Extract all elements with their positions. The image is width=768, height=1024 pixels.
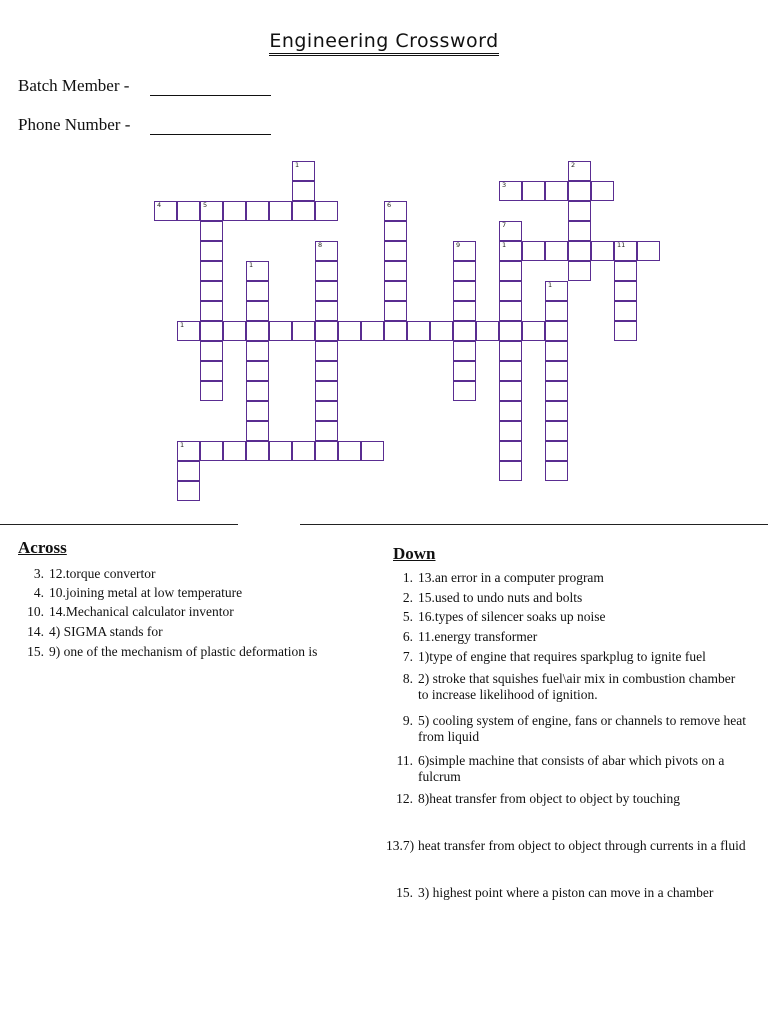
divider-right — [300, 524, 768, 525]
clue-text: 10.joining metal at low temperature — [49, 585, 243, 600]
clue-text: 4) SIGMA stands for — [49, 624, 163, 639]
clue-number: 4. — [33, 585, 44, 600]
clue-item — [386, 753, 748, 785]
crossword-cell[interactable] — [499, 361, 522, 381]
crossword-cell[interactable] — [200, 221, 223, 241]
crossword-cell[interactable] — [453, 321, 476, 341]
clue-text: 3) highest point where a piston can move in a chamber — [418, 885, 714, 900]
crossword-cell[interactable] — [315, 361, 338, 381]
clue-text: 6)simple machine that consists of abar which pivots on a fulcrum — [418, 753, 725, 784]
clue-item — [386, 609, 748, 625]
crossword-cell[interactable] — [315, 421, 338, 441]
clue-item — [386, 885, 748, 901]
crossword-cell[interactable] — [568, 181, 591, 201]
crossword-cell[interactable] — [499, 181, 522, 201]
crossword-cell[interactable] — [499, 261, 522, 281]
crossword-cell[interactable] — [315, 321, 338, 341]
crossword-cell[interactable] — [614, 321, 637, 341]
crossword-cell[interactable] — [315, 381, 338, 401]
divider-left — [0, 524, 238, 525]
clue-item — [386, 713, 748, 745]
crossword-cell[interactable] — [177, 441, 200, 461]
cell-number: 1 — [180, 441, 185, 449]
crossword-cell[interactable] — [476, 321, 499, 341]
crossword-cell[interactable] — [269, 201, 292, 221]
crossword-cell[interactable] — [292, 181, 315, 201]
crossword-cell[interactable] — [568, 201, 591, 221]
clue-number: 7. — [402, 649, 413, 664]
crossword-cell[interactable] — [223, 201, 246, 221]
crossword-cell[interactable] — [361, 321, 384, 341]
clue-number: 15. — [27, 644, 44, 659]
crossword-cell[interactable] — [315, 261, 338, 281]
crossword-cell[interactable] — [292, 161, 315, 181]
cell-number: 11 — [617, 241, 626, 249]
phone-number-line[interactable] — [150, 134, 271, 135]
crossword-cell[interactable] — [338, 321, 361, 341]
clue-number: 9. — [402, 713, 413, 728]
crossword-cell[interactable] — [315, 301, 338, 321]
crossword-cell[interactable] — [499, 221, 522, 241]
cell-number: 3 — [502, 181, 507, 189]
clue-item — [386, 649, 748, 665]
crossword-cell[interactable] — [499, 421, 522, 441]
crossword-cell[interactable] — [499, 341, 522, 361]
crossword-cell[interactable] — [568, 161, 591, 181]
clue-item — [386, 791, 748, 807]
crossword-cell[interactable] — [246, 301, 269, 321]
clue-text: 16.types of silencer soaks up noise — [418, 609, 606, 624]
crossword-cell[interactable] — [200, 361, 223, 381]
cell-number: 9 — [456, 241, 461, 249]
crossword-cell[interactable] — [522, 241, 545, 261]
crossword-cell[interactable] — [292, 201, 315, 221]
down-heading: Down — [393, 544, 436, 563]
crossword-cell[interactable] — [246, 421, 269, 441]
clue-number: 8. — [402, 671, 413, 686]
cell-number: 7 — [502, 221, 507, 229]
crossword-cell[interactable] — [315, 401, 338, 421]
clue-item — [14, 566, 369, 582]
crossword-cell[interactable] — [545, 421, 568, 441]
crossword-cell[interactable] — [453, 301, 476, 321]
crossword-cell[interactable] — [200, 241, 223, 261]
clue-number: 5. — [402, 609, 413, 624]
crossword-cell[interactable] — [223, 321, 246, 341]
crossword-cell[interactable] — [591, 241, 614, 261]
crossword-cell[interactable] — [430, 321, 453, 341]
crossword-cell[interactable] — [269, 441, 292, 461]
crossword-cell[interactable] — [384, 201, 407, 221]
clue-item — [386, 570, 748, 586]
crossword-cell[interactable] — [568, 221, 591, 241]
clue-item — [14, 585, 369, 601]
clue-item — [386, 590, 748, 606]
crossword-cell[interactable] — [545, 441, 568, 461]
clue-item — [386, 629, 748, 645]
crossword-cell[interactable] — [177, 461, 200, 481]
crossword-cell[interactable] — [545, 381, 568, 401]
page-title — [0, 30, 768, 52]
crossword-cell[interactable] — [315, 281, 338, 301]
page-title-text: Engineering Crossword — [269, 30, 498, 56]
crossword-cell[interactable] — [246, 321, 269, 341]
cell-number: 8 — [318, 241, 323, 249]
clue-number: 14. — [27, 624, 44, 639]
crossword-cell[interactable] — [200, 441, 223, 461]
crossword-cell[interactable] — [292, 321, 315, 341]
cell-number: 2 — [571, 161, 576, 169]
clue-item — [14, 644, 369, 660]
crossword-cell[interactable] — [591, 181, 614, 201]
crossword-cell[interactable] — [614, 241, 637, 261]
crossword-cell[interactable] — [200, 201, 223, 221]
batch-member-label: Batch Member - — [18, 76, 130, 95]
clue-number: 1. — [402, 570, 413, 585]
crossword-cell[interactable] — [384, 281, 407, 301]
crossword-cell[interactable] — [568, 261, 591, 281]
crossword-cell[interactable] — [200, 321, 223, 341]
crossword-cell[interactable] — [499, 461, 522, 481]
cell-number: 1 — [295, 161, 300, 169]
clue-number: 13.7) — [386, 838, 415, 853]
crossword-cell[interactable] — [246, 441, 269, 461]
crossword-cell[interactable] — [453, 381, 476, 401]
crossword-cell[interactable] — [568, 241, 591, 261]
clue-text: 15.used to undo nuts and bolts — [418, 590, 583, 605]
crossword-cell[interactable] — [545, 341, 568, 361]
crossword-cell[interactable] — [545, 321, 568, 341]
crossword-cell[interactable] — [154, 201, 177, 221]
cell-number: 5 — [203, 201, 208, 209]
cell-number: 1 — [502, 241, 507, 249]
crossword-cell[interactable] — [545, 301, 568, 321]
crossword-cell[interactable] — [499, 301, 522, 321]
crossword-cell[interactable] — [315, 201, 338, 221]
batch-member-field — [18, 76, 129, 96]
crossword-cell[interactable] — [384, 221, 407, 241]
crossword-cell[interactable] — [453, 261, 476, 281]
clue-number: 15. — [396, 885, 413, 900]
crossword-cell[interactable] — [545, 281, 568, 301]
crossword-cell[interactable] — [545, 461, 568, 481]
crossword-cell[interactable] — [200, 281, 223, 301]
clue-text: 1)type of engine that requires sparkplug to ignite fuel — [418, 649, 706, 664]
clue-number: 3. — [33, 566, 44, 581]
clue-number: 11. — [396, 753, 413, 768]
clue-text: 13.an error in a computer program — [418, 570, 604, 585]
cell-number: 1 — [249, 261, 254, 269]
crossword-cell[interactable] — [499, 441, 522, 461]
clue-text: 8)heat transfer from object to object by touching — [418, 791, 681, 806]
crossword-cell[interactable] — [614, 301, 637, 321]
clue-number: 10. — [27, 604, 44, 619]
across-heading: Across — [18, 538, 67, 557]
crossword-cell[interactable] — [223, 441, 246, 461]
crossword-cell[interactable] — [200, 341, 223, 361]
crossword-cell[interactable] — [453, 341, 476, 361]
crossword-cell[interactable] — [338, 441, 361, 461]
phone-number-label: Phone Number - — [18, 115, 131, 134]
crossword-cell[interactable] — [177, 481, 200, 501]
crossword-cell[interactable] — [177, 201, 200, 221]
crossword-cell[interactable] — [177, 321, 200, 341]
batch-member-line[interactable] — [150, 95, 271, 96]
crossword-cell[interactable] — [499, 381, 522, 401]
crossword-cell[interactable] — [453, 281, 476, 301]
clue-text: 2) stroke that squishes fuel\air mix in combustion chamber to increase likelihood of ignition. — [418, 671, 736, 702]
crossword-cell[interactable] — [315, 341, 338, 361]
crossword-cell[interactable] — [246, 261, 269, 281]
crossword-cell[interactable] — [522, 181, 545, 201]
cell-number: 1 — [180, 321, 185, 329]
clue-number: 2. — [402, 590, 413, 605]
clue-text: 11.energy transformer — [418, 629, 538, 644]
crossword-cell[interactable] — [200, 261, 223, 281]
clue-item — [14, 624, 369, 640]
clue-text: heat transfer from object to object through currents in a fluid — [418, 838, 746, 853]
crossword-cell[interactable] — [614, 261, 637, 281]
crossword-cell[interactable] — [545, 181, 568, 201]
crossword-cell[interactable] — [545, 401, 568, 421]
crossword-cell[interactable] — [384, 241, 407, 261]
crossword-cell[interactable] — [499, 241, 522, 261]
crossword-cell[interactable] — [614, 281, 637, 301]
phone-number-field — [18, 115, 130, 135]
clue-number: 6. — [402, 629, 413, 644]
crossword-cell[interactable] — [246, 281, 269, 301]
cell-number: 4 — [157, 201, 162, 209]
clue-item — [386, 838, 748, 854]
crossword-cell[interactable] — [499, 401, 522, 421]
crossword-cell[interactable] — [453, 241, 476, 261]
crossword-cell[interactable] — [200, 381, 223, 401]
cell-number: 6 — [387, 201, 392, 209]
clue-number: 12. — [396, 791, 413, 806]
crossword-cell[interactable] — [522, 321, 545, 341]
crossword-cell[interactable] — [499, 321, 522, 341]
crossword-cell[interactable] — [246, 401, 269, 421]
clue-item — [386, 671, 748, 703]
crossword-cell[interactable] — [246, 201, 269, 221]
crossword-cell[interactable] — [453, 361, 476, 381]
crossword-cell[interactable] — [246, 381, 269, 401]
crossword-cell[interactable] — [246, 341, 269, 361]
crossword-cell[interactable] — [361, 441, 384, 461]
crossword-cell[interactable] — [407, 321, 430, 341]
crossword-cell[interactable] — [384, 261, 407, 281]
clue-text: 9) one of the mechanism of plastic deformation is — [49, 644, 318, 659]
crossword-cell[interactable] — [384, 301, 407, 321]
crossword-cell[interactable] — [269, 321, 292, 341]
crossword-cell[interactable] — [545, 361, 568, 381]
crossword-cell[interactable] — [499, 281, 522, 301]
crossword-cell[interactable] — [200, 301, 223, 321]
crossword-cell[interactable] — [246, 361, 269, 381]
crossword-cell[interactable] — [292, 441, 315, 461]
clue-text: 12.torque convertor — [49, 566, 156, 581]
clue-item — [14, 604, 369, 620]
crossword-cell[interactable] — [315, 241, 338, 261]
clue-text: 5) cooling system of engine, fans or channels to remove heat from liquid — [418, 713, 747, 744]
clue-text: 14.Mechanical calculator inventor — [49, 604, 234, 619]
crossword-cell[interactable] — [545, 241, 568, 261]
cell-number: 1 — [548, 281, 553, 289]
crossword-cell[interactable] — [637, 241, 660, 261]
crossword-cell[interactable] — [384, 321, 407, 341]
crossword-cell[interactable] — [315, 441, 338, 461]
